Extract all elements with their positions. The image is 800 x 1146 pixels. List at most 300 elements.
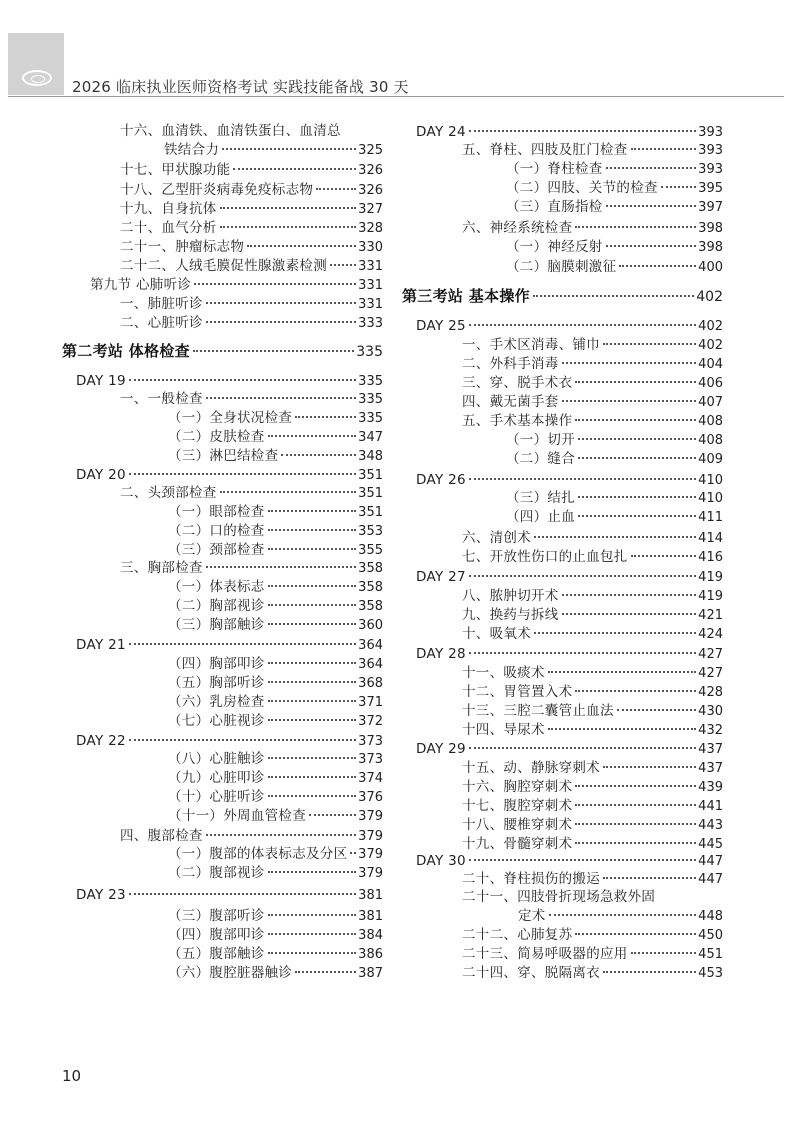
toc-entry-label: DAY 20 xyxy=(76,467,126,483)
toc-page-number: 358 xyxy=(358,561,383,576)
toc-entry-label: （三）结扎 xyxy=(506,490,575,506)
toc-entry-label: （二）皮肤检查 xyxy=(168,429,265,445)
toc-page-number: 400 xyxy=(698,260,723,275)
toc-page-number: 335 xyxy=(358,374,383,389)
toc-entry-label: 五、手术基本操作 xyxy=(462,413,573,429)
toc-entry-label: 二十一、四肢骨折现场急救外固 xyxy=(462,889,656,905)
toc-entry xyxy=(168,448,383,465)
toc-entry xyxy=(462,836,723,853)
toc-entry-label: DAY 24 xyxy=(416,124,466,140)
toc-entry-label: （五）胸部听诊 xyxy=(168,675,265,691)
toc-page-number: 398 xyxy=(698,240,723,255)
toc-entry-label: 十、吸氧术 xyxy=(462,626,531,642)
toc-entry xyxy=(120,182,383,199)
toc-entry xyxy=(506,180,723,197)
toc-entry xyxy=(462,665,723,682)
dot-leader xyxy=(631,148,697,150)
toc-page-number: 439 xyxy=(698,780,723,795)
toc-page-number: 428 xyxy=(698,685,723,700)
dot-leader xyxy=(469,575,696,577)
toc-page-number: 355 xyxy=(358,543,383,558)
toc-page-number: 411 xyxy=(698,510,723,525)
toc-entry-label: （三）胸部触诊 xyxy=(168,617,265,633)
toc-page-number: 437 xyxy=(698,742,723,757)
toc-day-heading xyxy=(416,472,723,489)
toc-entry xyxy=(462,760,723,777)
toc-page-number: 430 xyxy=(698,704,723,719)
toc-entry-label: 二十二、人绒毛膜促性腺激素检测 xyxy=(120,258,327,274)
toc-page-number: 450 xyxy=(698,928,723,943)
toc-entry-label: 六、神经系统检查 xyxy=(462,220,573,236)
toc-entry-label: 第二考站 体格检查 xyxy=(62,342,190,360)
toc-entry-label: （六）乳房检查 xyxy=(168,694,265,710)
toc-entry-label: 第九节 心肺听诊 xyxy=(90,277,192,293)
dot-leader xyxy=(206,834,356,836)
toc-entry xyxy=(506,490,723,507)
toc-entry-label: 三、胸部检查 xyxy=(120,560,203,576)
toc-page-number: 416 xyxy=(698,550,723,565)
dot-leader xyxy=(533,295,694,297)
toc-entry xyxy=(168,789,383,806)
dot-leader xyxy=(268,585,357,587)
toc-entry xyxy=(168,751,383,768)
toc-entry-label: （一）脊柱检查 xyxy=(506,161,603,177)
dot-leader xyxy=(316,188,356,190)
toc-page-number: 326 xyxy=(358,183,383,198)
dot-leader xyxy=(206,566,356,568)
dot-leader xyxy=(548,671,696,673)
toc-entry-label: DAY 25 xyxy=(416,318,466,334)
toc-page-number: 447 xyxy=(698,872,723,887)
toc-entry-label: 十七、腹腔穿刺术 xyxy=(462,798,573,814)
dot-leader xyxy=(578,457,696,459)
dot-leader xyxy=(575,226,696,228)
dot-leader xyxy=(268,529,357,531)
toc-entry xyxy=(462,965,723,982)
toc-entry xyxy=(462,626,723,643)
dot-leader xyxy=(603,971,696,973)
toc-page-number: 368 xyxy=(358,676,383,691)
toc-entry xyxy=(168,713,383,730)
dot-leader xyxy=(129,473,356,475)
toc-page-number: 379 xyxy=(358,809,383,824)
toc-entry xyxy=(120,391,383,408)
toc-page-number: 393 xyxy=(698,125,723,140)
dot-leader xyxy=(578,438,696,440)
toc-day-heading xyxy=(416,124,723,141)
toc-entry-label: 十一、吸痰术 xyxy=(462,665,545,681)
toc-entry-label: 十二、胃管置入术 xyxy=(462,684,573,700)
toc-entry xyxy=(462,549,723,566)
toc-entry-label: （十一）外周血管检查 xyxy=(168,808,306,824)
toc-page-number: 410 xyxy=(698,491,723,506)
toc-page-number: 421 xyxy=(698,608,723,623)
toc-entry-label: 十七、甲状腺功能 xyxy=(120,162,231,178)
dot-leader xyxy=(220,207,357,209)
dot-leader xyxy=(194,283,356,285)
dot-leader xyxy=(268,681,357,683)
toc-entry xyxy=(120,201,383,218)
toc-page-number: 398 xyxy=(698,221,723,236)
toc-page-number: 376 xyxy=(358,790,383,805)
toc-entry xyxy=(168,504,383,521)
toc-page-number: 402 xyxy=(698,338,723,353)
dot-leader xyxy=(268,776,357,778)
header-rule xyxy=(8,96,784,97)
toc-entry-label: DAY 30 xyxy=(416,853,466,869)
toc-entry-label: （一）腹部的体表标志及分区 xyxy=(168,846,348,862)
toc-entry-label: 二、外科手消毒 xyxy=(462,356,559,372)
dot-leader xyxy=(206,397,356,399)
toc-page-number: 387 xyxy=(358,966,383,981)
toc-entry xyxy=(168,579,383,596)
dot-leader xyxy=(575,381,696,383)
dot-leader xyxy=(578,515,696,517)
dot-leader xyxy=(268,435,357,437)
toc-entry xyxy=(462,607,723,624)
toc-entry-label: （五）腹部触诊 xyxy=(168,946,265,962)
dot-leader xyxy=(548,728,696,730)
dot-leader xyxy=(562,594,697,596)
toc-entry xyxy=(168,410,383,427)
toc-entry-label: 二十四、穿、脱隔离衣 xyxy=(462,965,600,981)
dot-leader xyxy=(562,613,697,615)
dot-leader xyxy=(268,952,357,954)
dot-leader xyxy=(661,186,696,188)
toc-page-number: 432 xyxy=(698,723,723,738)
toc-day-heading xyxy=(76,467,383,484)
toc-page-number: 326 xyxy=(358,163,383,178)
toc-entry xyxy=(120,560,383,577)
toc-page-number: 381 xyxy=(358,888,383,903)
toc-page-number: 373 xyxy=(358,734,383,749)
toc-entry-label: 七、开放性伤口的止血包扎 xyxy=(462,549,628,565)
toc-entry xyxy=(120,485,383,502)
toc-page-number: 408 xyxy=(698,414,723,429)
toc-entry-label: 三、穿、脱手术衣 xyxy=(462,375,573,391)
dot-leader xyxy=(562,362,697,364)
toc-entry-label: 二十一、肿瘤标志物 xyxy=(120,239,245,255)
toc-entry xyxy=(120,296,383,313)
toc-entry xyxy=(506,199,723,216)
toc-page-number: 351 xyxy=(358,468,383,483)
toc-entry-label: 十四、导尿术 xyxy=(462,722,545,738)
dot-leader xyxy=(469,478,696,480)
toc-entry xyxy=(168,598,383,615)
toc-entry-label: （二）脑膜刺激征 xyxy=(506,259,617,275)
toc-page-number: 379 xyxy=(358,829,383,844)
toc-entry-label: 八、脓肿切开术 xyxy=(462,588,559,604)
toc-entry-label: 第三考站 基本操作 xyxy=(402,287,530,305)
toc-entry-label: （二）四肢、关节的检查 xyxy=(506,180,658,196)
toc-entry-label: （四）胸部叩诊 xyxy=(168,656,265,672)
dot-leader xyxy=(268,623,357,625)
dot-leader xyxy=(575,785,696,787)
dot-leader xyxy=(220,226,357,228)
toc-entry xyxy=(462,927,723,944)
toc-entry-label: （一）神经反射 xyxy=(506,239,603,255)
dot-leader xyxy=(268,604,357,606)
toc-entry-label: 二十、血气分析 xyxy=(120,220,217,236)
toc-page-number: 331 xyxy=(358,278,383,293)
toc-page-number: 379 xyxy=(358,847,383,862)
toc-entry xyxy=(120,220,383,237)
dot-leader xyxy=(469,652,696,654)
dot-leader xyxy=(330,264,356,266)
dot-leader xyxy=(575,419,696,421)
toc-entry-label: （九）心脏叩诊 xyxy=(168,770,265,786)
toc-page-number: 443 xyxy=(698,818,723,833)
toc-entry-label: （八）心脏触诊 xyxy=(168,751,265,767)
toc-entry xyxy=(168,770,383,787)
toc-section-heading xyxy=(62,343,383,361)
toc-page-number: 419 xyxy=(698,589,723,604)
toc-page-number: 351 xyxy=(358,486,383,501)
toc-page-number: 358 xyxy=(358,580,383,595)
toc-entry xyxy=(462,779,723,796)
dot-leader xyxy=(603,766,696,768)
toc-page-number: 437 xyxy=(698,761,723,776)
toc-entry xyxy=(506,259,723,276)
toc-page-number: 347 xyxy=(358,430,383,445)
toc-entry xyxy=(462,142,723,159)
toc-entry-label: （三）淋巴结检查 xyxy=(168,448,279,464)
toc-page-number: 419 xyxy=(698,570,723,585)
toc-entry-label: 十五、动、静脉穿刺术 xyxy=(462,760,600,776)
toc-entry xyxy=(462,394,723,411)
toc-entry-label: （三）腹部听诊 xyxy=(168,908,265,924)
toc-page-number: 402 xyxy=(698,319,723,334)
toc-entry-label: （二）腹部视诊 xyxy=(168,865,265,881)
toc-entry xyxy=(168,927,383,944)
toc-page-number: 331 xyxy=(358,259,383,274)
toc-page-number: 384 xyxy=(358,928,383,943)
toc-entry xyxy=(462,722,723,739)
page-number: 10 xyxy=(62,1067,82,1085)
dot-leader xyxy=(268,933,357,935)
toc-entry xyxy=(506,161,723,178)
toc-page-number: 348 xyxy=(358,449,383,464)
toc-day-heading xyxy=(416,741,723,758)
dot-leader xyxy=(631,952,697,954)
toc-entry-label: 九、换药与拆线 xyxy=(462,607,559,623)
dot-leader xyxy=(222,148,356,150)
toc-entry xyxy=(506,509,723,526)
toc-entry xyxy=(120,258,383,275)
publisher-logo-icon xyxy=(22,70,52,86)
dot-leader xyxy=(534,536,696,538)
toc-page-number: 447 xyxy=(698,854,723,869)
toc-entry-label: （一）体表标志 xyxy=(168,579,265,595)
toc-entry-label: 一、一般检查 xyxy=(120,391,203,407)
toc-page-number: 393 xyxy=(698,143,723,158)
toc-entry-label: 五、脊柱、四肢及肛门检查 xyxy=(462,142,628,158)
toc-page-number: 364 xyxy=(358,638,383,653)
toc-page-number: 453 xyxy=(698,966,723,981)
dot-leader xyxy=(247,245,356,247)
dot-leader xyxy=(206,321,356,323)
toc-entry-label: （一）全身状况检查 xyxy=(168,410,293,426)
toc-page-number: 427 xyxy=(698,647,723,662)
toc-entry xyxy=(168,846,383,863)
dot-leader xyxy=(268,700,357,702)
toc-entry-label: （二）缝合 xyxy=(506,451,575,467)
toc-page-number: 330 xyxy=(358,240,383,255)
dot-leader xyxy=(206,302,356,304)
toc-page-number: 410 xyxy=(698,473,723,488)
dot-leader xyxy=(578,496,696,498)
toc-page-number: 427 xyxy=(698,666,723,681)
toc-entry-label: DAY 29 xyxy=(416,741,466,757)
toc-entry xyxy=(90,277,383,294)
toc-entry-label: DAY 21 xyxy=(76,637,126,653)
dot-leader xyxy=(268,914,357,916)
toc-entry xyxy=(120,162,383,179)
dot-leader xyxy=(603,877,696,879)
toc-entry-label: （三）直肠指检 xyxy=(506,199,603,215)
toc-entry xyxy=(506,451,723,468)
toc-entry-label: 四、戴无菌手套 xyxy=(462,394,559,410)
toc-entry-label: 铁结合力 xyxy=(164,142,220,158)
dot-leader xyxy=(281,454,356,456)
toc-entry xyxy=(462,946,723,963)
toc-entry xyxy=(168,523,383,540)
dot-leader xyxy=(549,914,697,916)
toc-entry xyxy=(120,239,383,256)
dot-leader xyxy=(631,555,697,557)
toc-entry xyxy=(168,808,383,825)
toc-entry-label: （十）心脏听诊 xyxy=(168,789,265,805)
toc-page-number: 402 xyxy=(696,289,723,305)
toc-entry-label: 六、清创术 xyxy=(462,530,531,546)
toc-page-number: 409 xyxy=(698,452,723,467)
dot-leader xyxy=(575,933,696,935)
toc-entry xyxy=(168,865,383,882)
dot-leader xyxy=(220,491,357,493)
toc-entry-label: 二十三、简易呼吸器的应用 xyxy=(462,946,628,962)
toc-entry-label: DAY 23 xyxy=(76,887,126,903)
toc-day-heading xyxy=(416,318,723,335)
toc-entry-label: （三）颈部检查 xyxy=(168,542,265,558)
toc-entry xyxy=(518,908,723,925)
toc-entry xyxy=(168,908,383,925)
toc-page-number: 397 xyxy=(698,200,723,215)
running-header-title: 2026 临床执业医师资格考试 实践技能备战 30 天 xyxy=(72,78,409,96)
toc-entry-label: 二、头颈部检查 xyxy=(120,485,217,501)
toc-entry-label: DAY 19 xyxy=(76,373,126,389)
toc-page-number: 364 xyxy=(358,657,383,672)
toc-entry-label: 二十、脊柱损伤的搬运 xyxy=(462,871,600,887)
dot-leader xyxy=(129,643,356,645)
toc-entry xyxy=(462,684,723,701)
toc-entry xyxy=(506,239,723,256)
dot-leader xyxy=(268,510,357,512)
toc-entry xyxy=(120,315,383,332)
toc-page-number: 335 xyxy=(356,344,383,360)
toc-page-number: 407 xyxy=(698,395,723,410)
dot-leader xyxy=(268,662,357,664)
toc-entry xyxy=(120,828,383,845)
toc-page-number: 393 xyxy=(698,162,723,177)
dot-leader xyxy=(619,265,696,267)
toc-entry xyxy=(462,356,723,373)
toc-entry xyxy=(462,703,723,720)
dot-leader xyxy=(129,739,356,741)
toc-entry xyxy=(462,798,723,815)
toc-entry xyxy=(168,946,383,963)
toc-entry-label: DAY 22 xyxy=(76,733,126,749)
toc-page-number: 381 xyxy=(358,909,383,924)
toc-entry xyxy=(168,429,383,446)
toc-entry-label: 十八、腰椎穿刺术 xyxy=(462,817,573,833)
toc-entry-label: （七）心脏视诊 xyxy=(168,713,265,729)
toc-page-number: 360 xyxy=(358,618,383,633)
dot-leader xyxy=(606,167,697,169)
toc-page-number: 335 xyxy=(358,392,383,407)
toc-entry-label: （四）止血 xyxy=(506,509,575,525)
toc-entry xyxy=(462,871,723,888)
toc-page-number: 386 xyxy=(358,947,383,962)
toc-entry xyxy=(168,675,383,692)
toc-entry xyxy=(462,220,723,237)
dot-leader xyxy=(606,205,697,207)
toc-day-heading xyxy=(416,853,723,870)
dot-leader xyxy=(268,719,357,721)
toc-entry xyxy=(462,588,723,605)
toc-entry-label: （六）腹腔脏器触诊 xyxy=(168,965,293,981)
dot-leader xyxy=(534,632,696,634)
toc-day-heading xyxy=(76,373,383,390)
toc-page-number: 395 xyxy=(698,181,723,196)
toc-entry-label: 一、手术区消毒、铺巾 xyxy=(462,337,600,353)
toc-entry-label: （一）眼部检查 xyxy=(168,504,265,520)
toc-page-number: 424 xyxy=(698,627,723,642)
dot-leader xyxy=(606,245,697,247)
toc-page-number: 358 xyxy=(358,599,383,614)
toc-entry xyxy=(168,542,383,559)
toc-entry xyxy=(462,817,723,834)
toc-entry-label: 十九、骨髓穿刺术 xyxy=(462,836,573,852)
toc-entry-label: DAY 28 xyxy=(416,646,466,662)
dot-leader xyxy=(268,795,357,797)
toc-page-number: 414 xyxy=(698,531,723,546)
dot-leader xyxy=(469,859,696,861)
toc-entry xyxy=(462,413,723,430)
toc-page-number: 373 xyxy=(358,752,383,767)
toc-page-number: 451 xyxy=(698,947,723,962)
toc-page-number: 406 xyxy=(698,376,723,391)
dot-leader xyxy=(309,814,356,816)
toc-page-number: 448 xyxy=(698,909,723,924)
toc-entry-label: （二）胸部视诊 xyxy=(168,598,265,614)
dot-leader xyxy=(562,400,697,402)
dot-leader xyxy=(268,548,357,550)
toc-page-number: 374 xyxy=(358,771,383,786)
toc-day-heading xyxy=(76,637,383,654)
dot-leader xyxy=(469,324,696,326)
dot-leader xyxy=(575,690,696,692)
toc-page-number: 445 xyxy=(698,837,723,852)
toc-entry xyxy=(506,432,723,449)
dot-leader xyxy=(575,804,696,806)
dot-leader xyxy=(129,893,356,895)
toc-page-number: 371 xyxy=(358,695,383,710)
toc-page-number: 325 xyxy=(358,143,383,158)
toc-day-heading xyxy=(76,733,383,750)
dot-leader xyxy=(617,709,696,711)
dot-leader xyxy=(295,416,356,418)
dot-leader xyxy=(268,871,357,873)
